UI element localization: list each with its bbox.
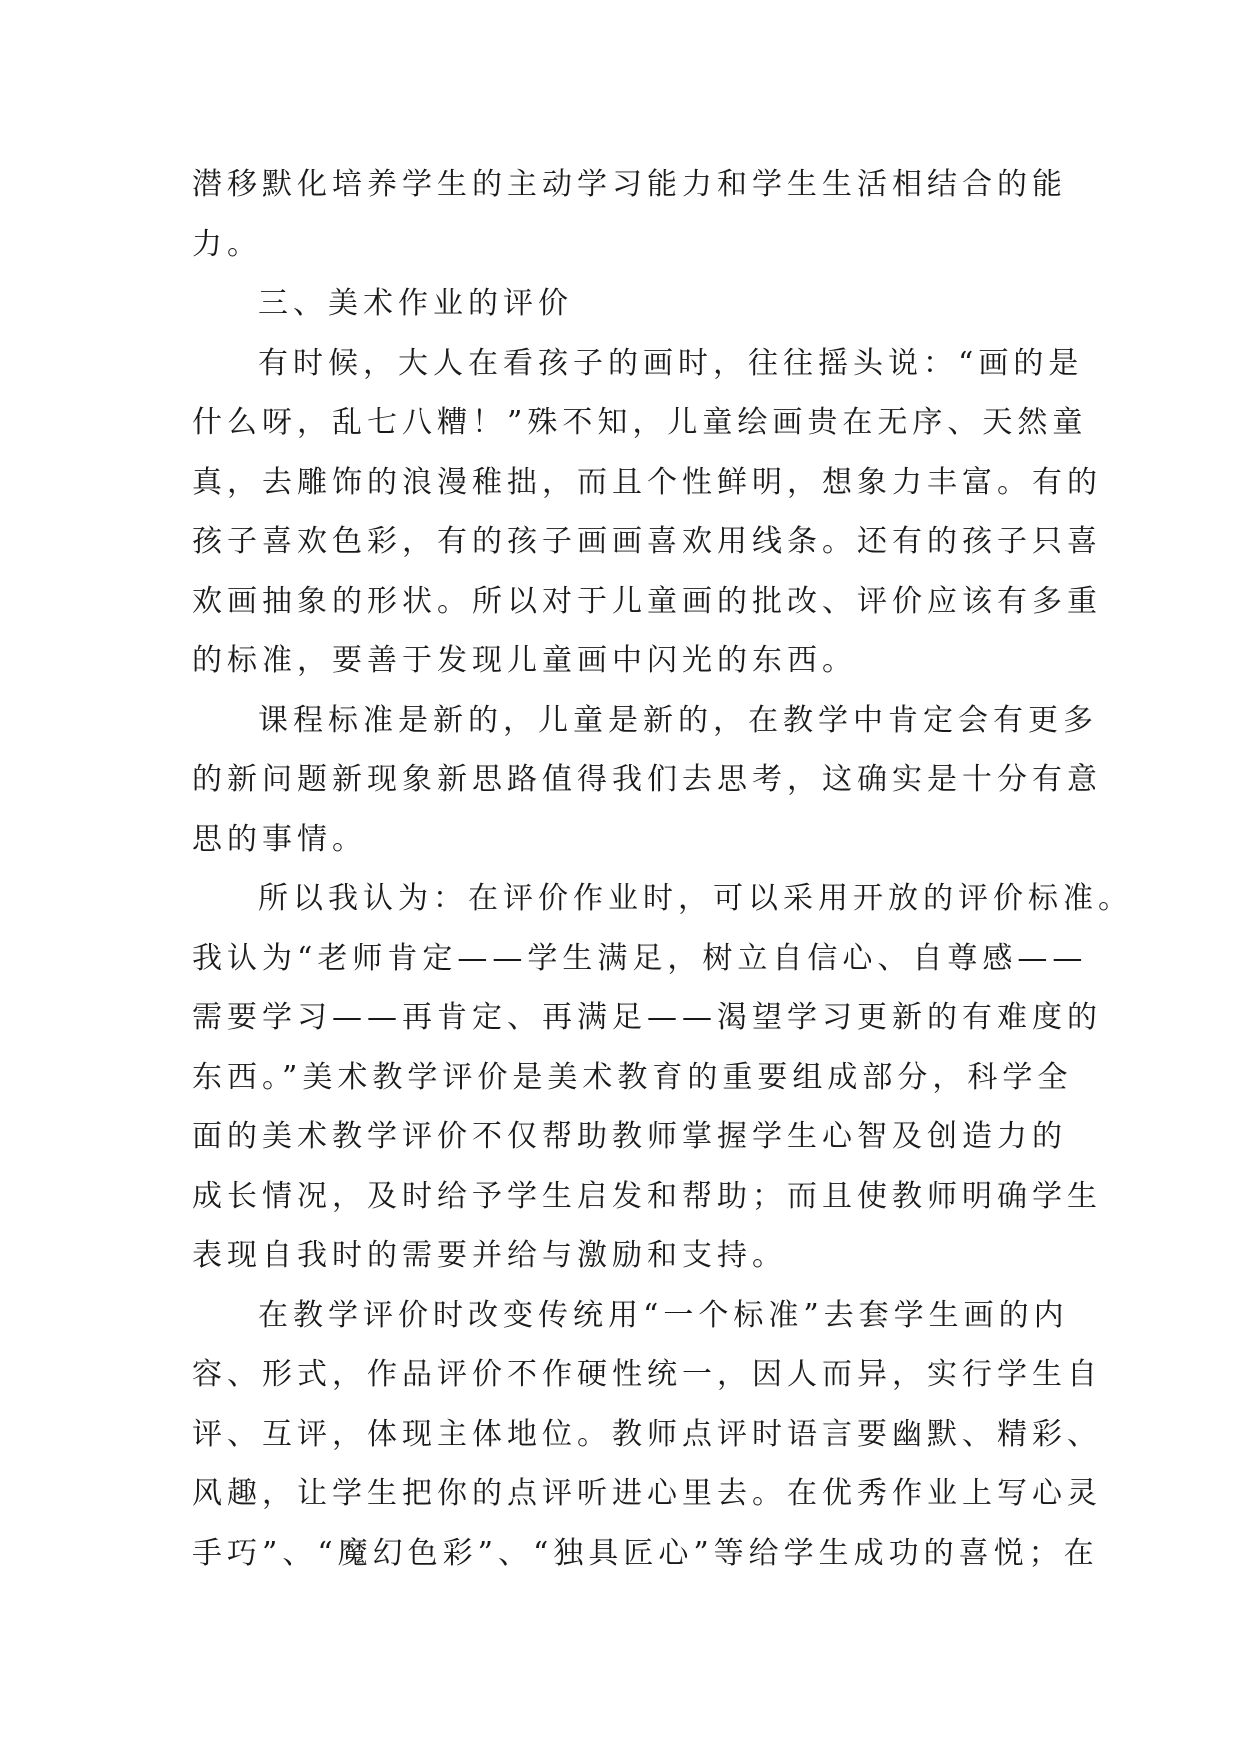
text-line: 面的美术教学评价不仅帮助教师掌握学生心智及创造力的 (192, 1119, 1067, 1154)
text-line: 我认为“老师肯定——学生满足，树立自信心、自尊感—— (192, 940, 1088, 976)
text-line: 在教学评价时改变传统用“一个标准”去套学生画的内 (258, 1297, 1069, 1333)
text-line: 有时候，大人在看孩子的画时，往往摇头说：“画的是 (258, 345, 1084, 381)
text-line: 真，去雕饰的浪漫稚拙，而且个性鲜明，想象力丰富。有的 (192, 464, 1102, 500)
text-line: 容、形式，作品评价不作硬性统一，因人而异，实行学生自 (192, 1357, 1102, 1392)
text-line: 课程标准是新的，儿童是新的，在教学中肯定会有更多 (258, 702, 1098, 738)
text-line: 成长情况，及时给予学生启发和帮助；而且使教师明确学生 (192, 1178, 1102, 1214)
text-line: 评、互评，体现主体地位。教师点评时语言要幽默、精彩、 (192, 1416, 1102, 1452)
section-heading: 三、美术作业的评价 (258, 286, 573, 321)
text-line: 的标准，要善于发现儿童画中闪光的东西。 (192, 643, 857, 678)
document-body (192, 155, 1133, 1583)
text-line: 什么呀，乱七八糟！”殊不知，儿童绘画贵在无序、天然童 (192, 405, 1088, 440)
text-line: 需要学习——再肯定、再满足——渴望学习更新的有难度的 (192, 1000, 1102, 1035)
text-line: 潜移默化培养学生的主动学习能力和学生生活相结合的能 (192, 167, 1067, 202)
text-line: 思的事情。 (192, 821, 367, 857)
text-line: 手巧”、“魔幻色彩”、“独具匠心”等给学生成功的喜悦；在 (192, 1535, 1099, 1571)
text-line: 风趣，让学生把你的点评听进心里去。在优秀作业上写心灵 (192, 1476, 1102, 1511)
text-line: 力。 (192, 226, 262, 262)
text-line: 孩子喜欢色彩，有的孩子画画喜欢用线条。还有的孩子只喜 (192, 524, 1102, 559)
text-line: 所以我认为：在评价作业时，可以采用开放的评价标准。 (258, 881, 1133, 916)
text-line: 东西。”美术教学评价是美术教育的重要组成部分，科学全 (192, 1059, 1073, 1095)
text-line: 欢画抽象的形状。所以对于儿童画的批改、评价应该有多重 (192, 583, 1102, 619)
text-line: 的新问题新现象新思路值得我们去思考，这确实是十分有意 (192, 762, 1102, 797)
text-line: 表现自我时的需要并给与激励和支持。 (192, 1238, 787, 1273)
